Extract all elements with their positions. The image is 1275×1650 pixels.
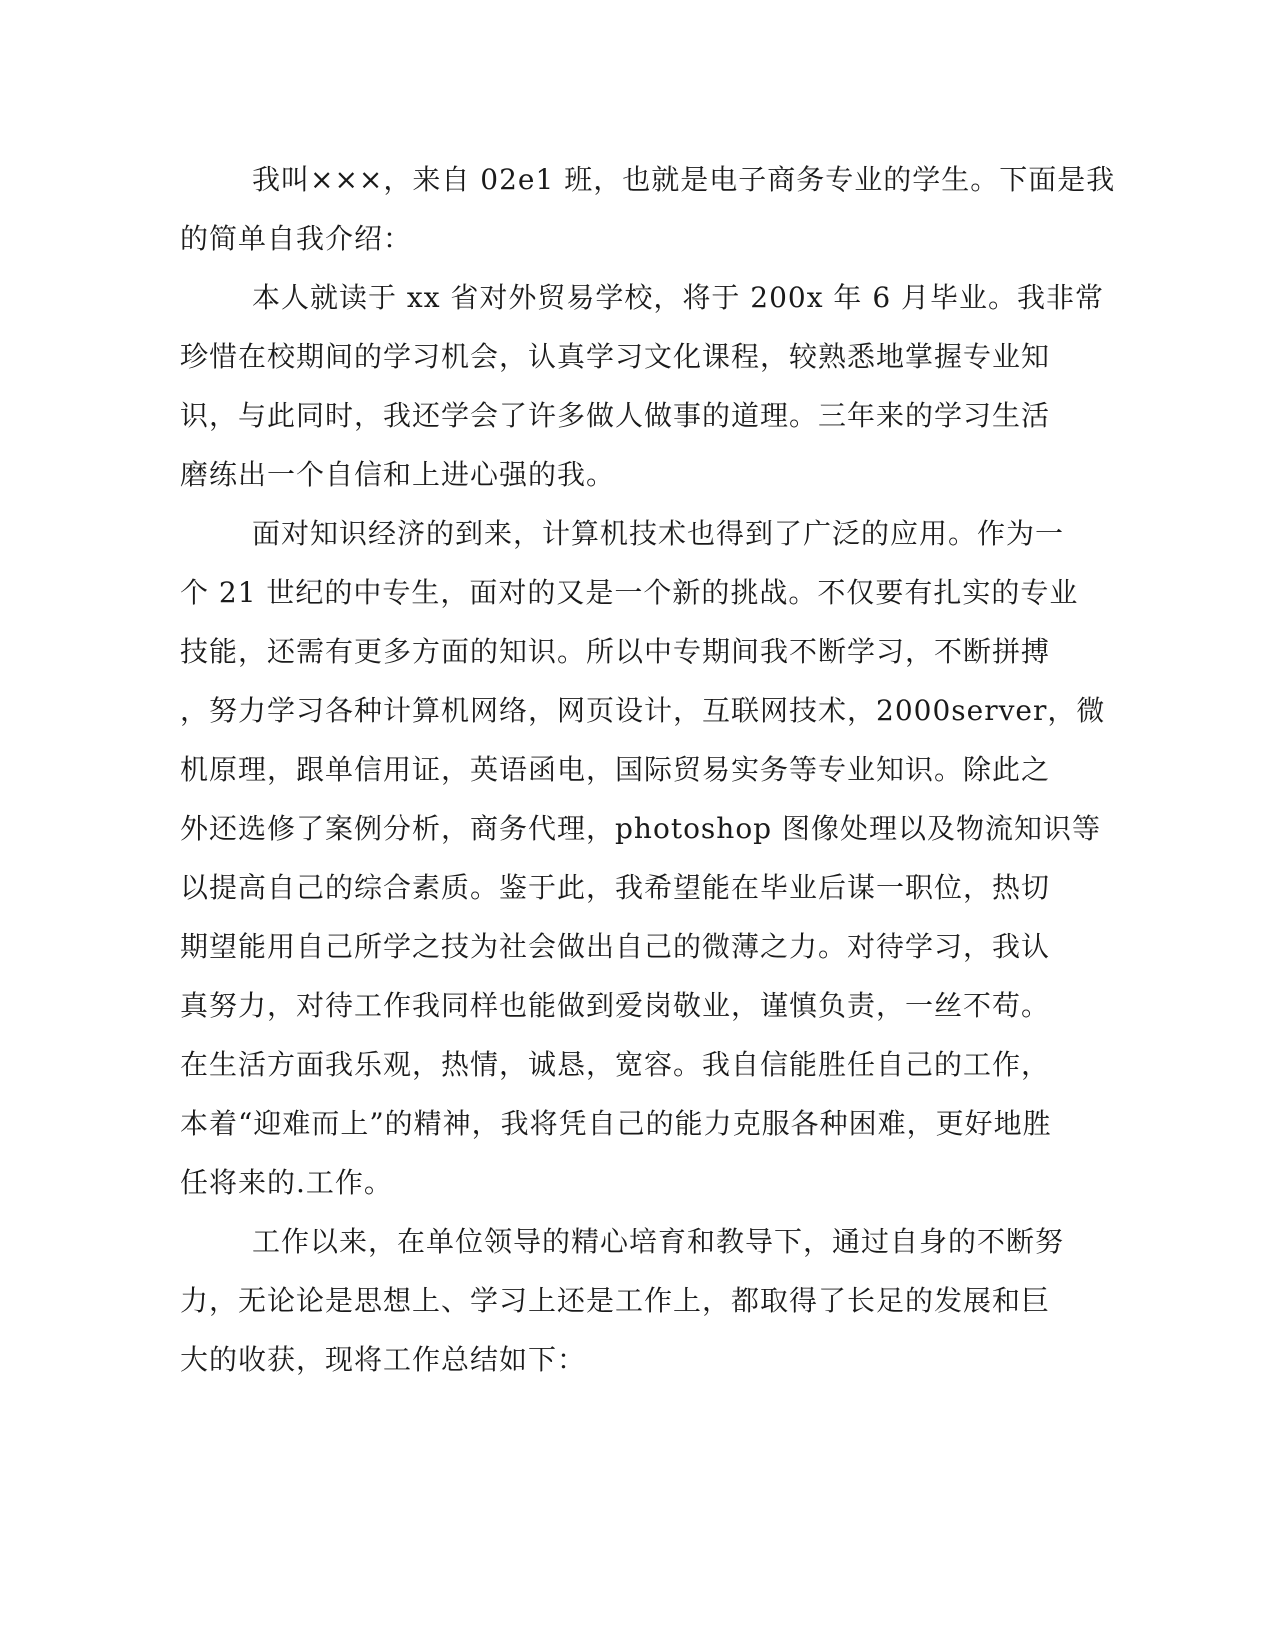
paragraph-3-line-9: 真努力，对待工作我同样也能做到爱岗敬业，谨慎负责，一丝不苟。 [180, 989, 1051, 1022]
paragraph-3-line-5: 机原理，跟单信用证，英语函电，国际贸易实务等专业知识。除此之 [180, 753, 1051, 786]
paragraph-2-line-4: 磨练出一个自信和上进心强的我。 [180, 458, 616, 491]
paragraph-3-line-7: 以提高自己的综合素质。鉴于此，我希望能在毕业后谋一职位，热切 [180, 871, 1051, 904]
paragraph-3-line-1: 面对知识经济的到来，计算机技术也得到了广泛的应用。作为一 [252, 517, 1065, 550]
paragraph-2-line-1: 本人就读于 xx 省对外贸易学校，将于 200x 年 6 月毕业。我非常 [252, 281, 1105, 314]
paragraph-3-line-10: 在生活方面我乐观，热情，诚恳，宽容。我自信能胜任自己的工作， [180, 1048, 1051, 1081]
paragraph-2-line-3: 识，与此同时，我还学会了许多做人做事的道理。三年来的学习生活 [180, 399, 1051, 432]
paragraph-3-line-2: 个 21 世纪的中专生，面对的又是一个新的挑战。不仅要有扎实的专业 [180, 576, 1079, 609]
paragraph-3-line-8: 期望能用自己所学之技为社会做出自己的微薄之力。对待学习，我认 [180, 930, 1051, 963]
paragraph-4-line-3: 大的收获，现将工作总结如下： [180, 1343, 587, 1376]
paragraph-4-line-2: 力，无论论是思想上、学习上还是工作上，都取得了长足的发展和巨 [180, 1284, 1051, 1317]
paragraph-3-line-6: 外还选修了案例分析，商务代理，photoshop 图像处理以及物流知识等 [180, 812, 1102, 845]
paragraph-3-line-11: 本着“迎难而上”的精神，我将凭自己的能力克服各种困难，更好地胜 [180, 1107, 1052, 1140]
paragraph-4-line-1: 工作以来，在单位领导的精心培育和教导下，通过自身的不断努 [252, 1225, 1065, 1258]
paragraph-1-line-2: 的简单自我介绍： [180, 222, 413, 255]
paragraph-2-line-2: 珍惜在校期间的学习机会，认真学习文化课程，较熟悉地掌握专业知 [180, 340, 1051, 373]
paragraph-1-line-1: 我叫×××，来自 02e1 班，也就是电子商务专业的学生。下面是我 [252, 163, 1116, 196]
paragraph-3-line-4: ，努力学习各种计算机网络，网页设计，互联网技术，2000server，微 [180, 694, 1106, 727]
paragraph-3-line-3: 技能，还需有更多方面的知识。所以中专期间我不断学习，不断拼搏 [180, 635, 1051, 668]
paragraph-3-line-12: 任将来的.工作。 [180, 1166, 393, 1199]
